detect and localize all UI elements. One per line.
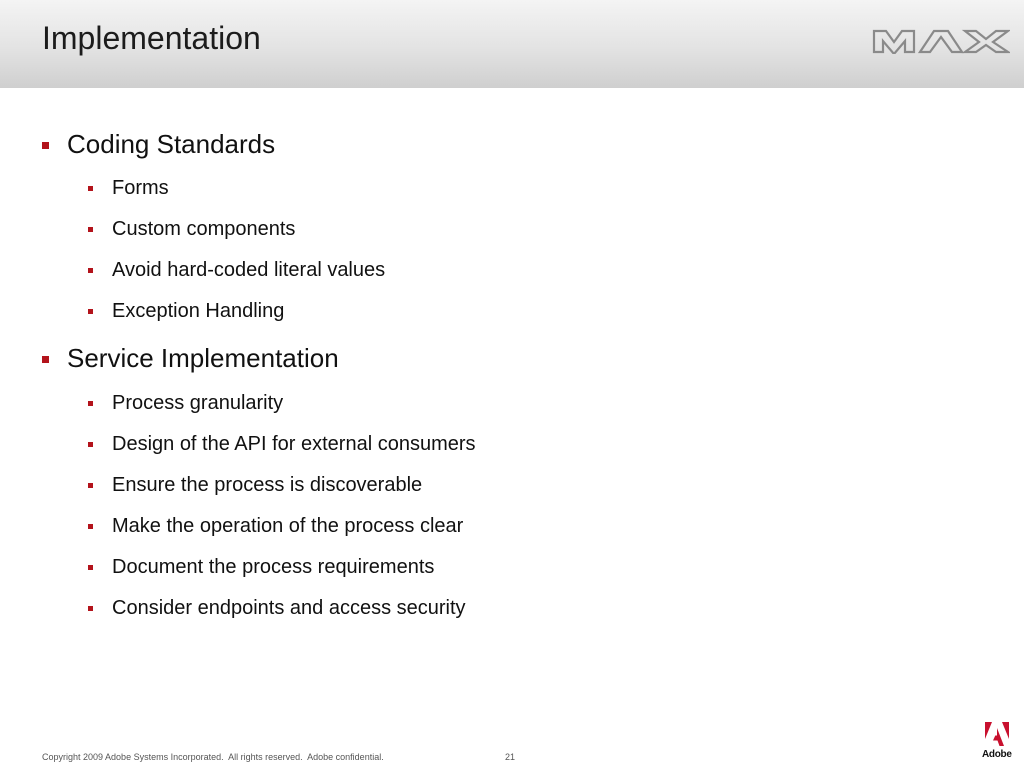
sub-bullet-item: Ensure the process is discoverable	[112, 474, 423, 496]
sub-bullet-item: Design of the API for external consumers	[112, 433, 476, 455]
bullet-heading: Coding Standards	[67, 129, 276, 159]
copyright-notice: Copyright 2009 Adobe Systems Incorporated. All rights reserved. Adobe confidential.	[42, 752, 384, 762]
slide-title: Implementation	[42, 20, 261, 56]
sub-bullet-item: Make the operation of the process clear	[112, 515, 464, 537]
slide-footer	[0, 700, 1024, 768]
sub-bullet-item: Exception Handling	[112, 300, 285, 322]
sub-bullet-square-icon	[88, 524, 93, 529]
adobe-wordmark: Adobe	[982, 749, 1012, 760]
sub-bullet-square-icon	[88, 186, 93, 191]
sub-bullet-item: Forms	[112, 177, 169, 199]
bullet-square-icon	[42, 142, 49, 149]
page-number: 21	[505, 752, 516, 762]
sub-bullet-item: Process granularity	[112, 392, 284, 414]
sub-bullet-item: Avoid hard-coded literal values	[112, 259, 386, 281]
sub-bullet-item: Document the process requirements	[112, 556, 435, 578]
bullet-square-icon	[42, 356, 49, 363]
adobe-logo-icon	[982, 722, 1012, 748]
sub-bullet-square-icon	[88, 483, 93, 488]
sub-bullet-square-icon	[88, 227, 93, 232]
sub-bullet-square-icon	[88, 442, 93, 447]
sub-bullet-item: Consider endpoints and access security	[112, 597, 466, 619]
sub-bullet-item: Custom components	[112, 218, 296, 240]
sub-bullet-square-icon	[88, 401, 93, 406]
sub-bullet-square-icon	[88, 606, 93, 611]
sub-bullet-square-icon	[88, 268, 93, 273]
sub-bullet-square-icon	[88, 309, 93, 314]
sub-bullet-square-icon	[88, 565, 93, 570]
bullet-heading: Service Implementation	[67, 343, 339, 373]
adobe-logo	[982, 722, 1012, 762]
